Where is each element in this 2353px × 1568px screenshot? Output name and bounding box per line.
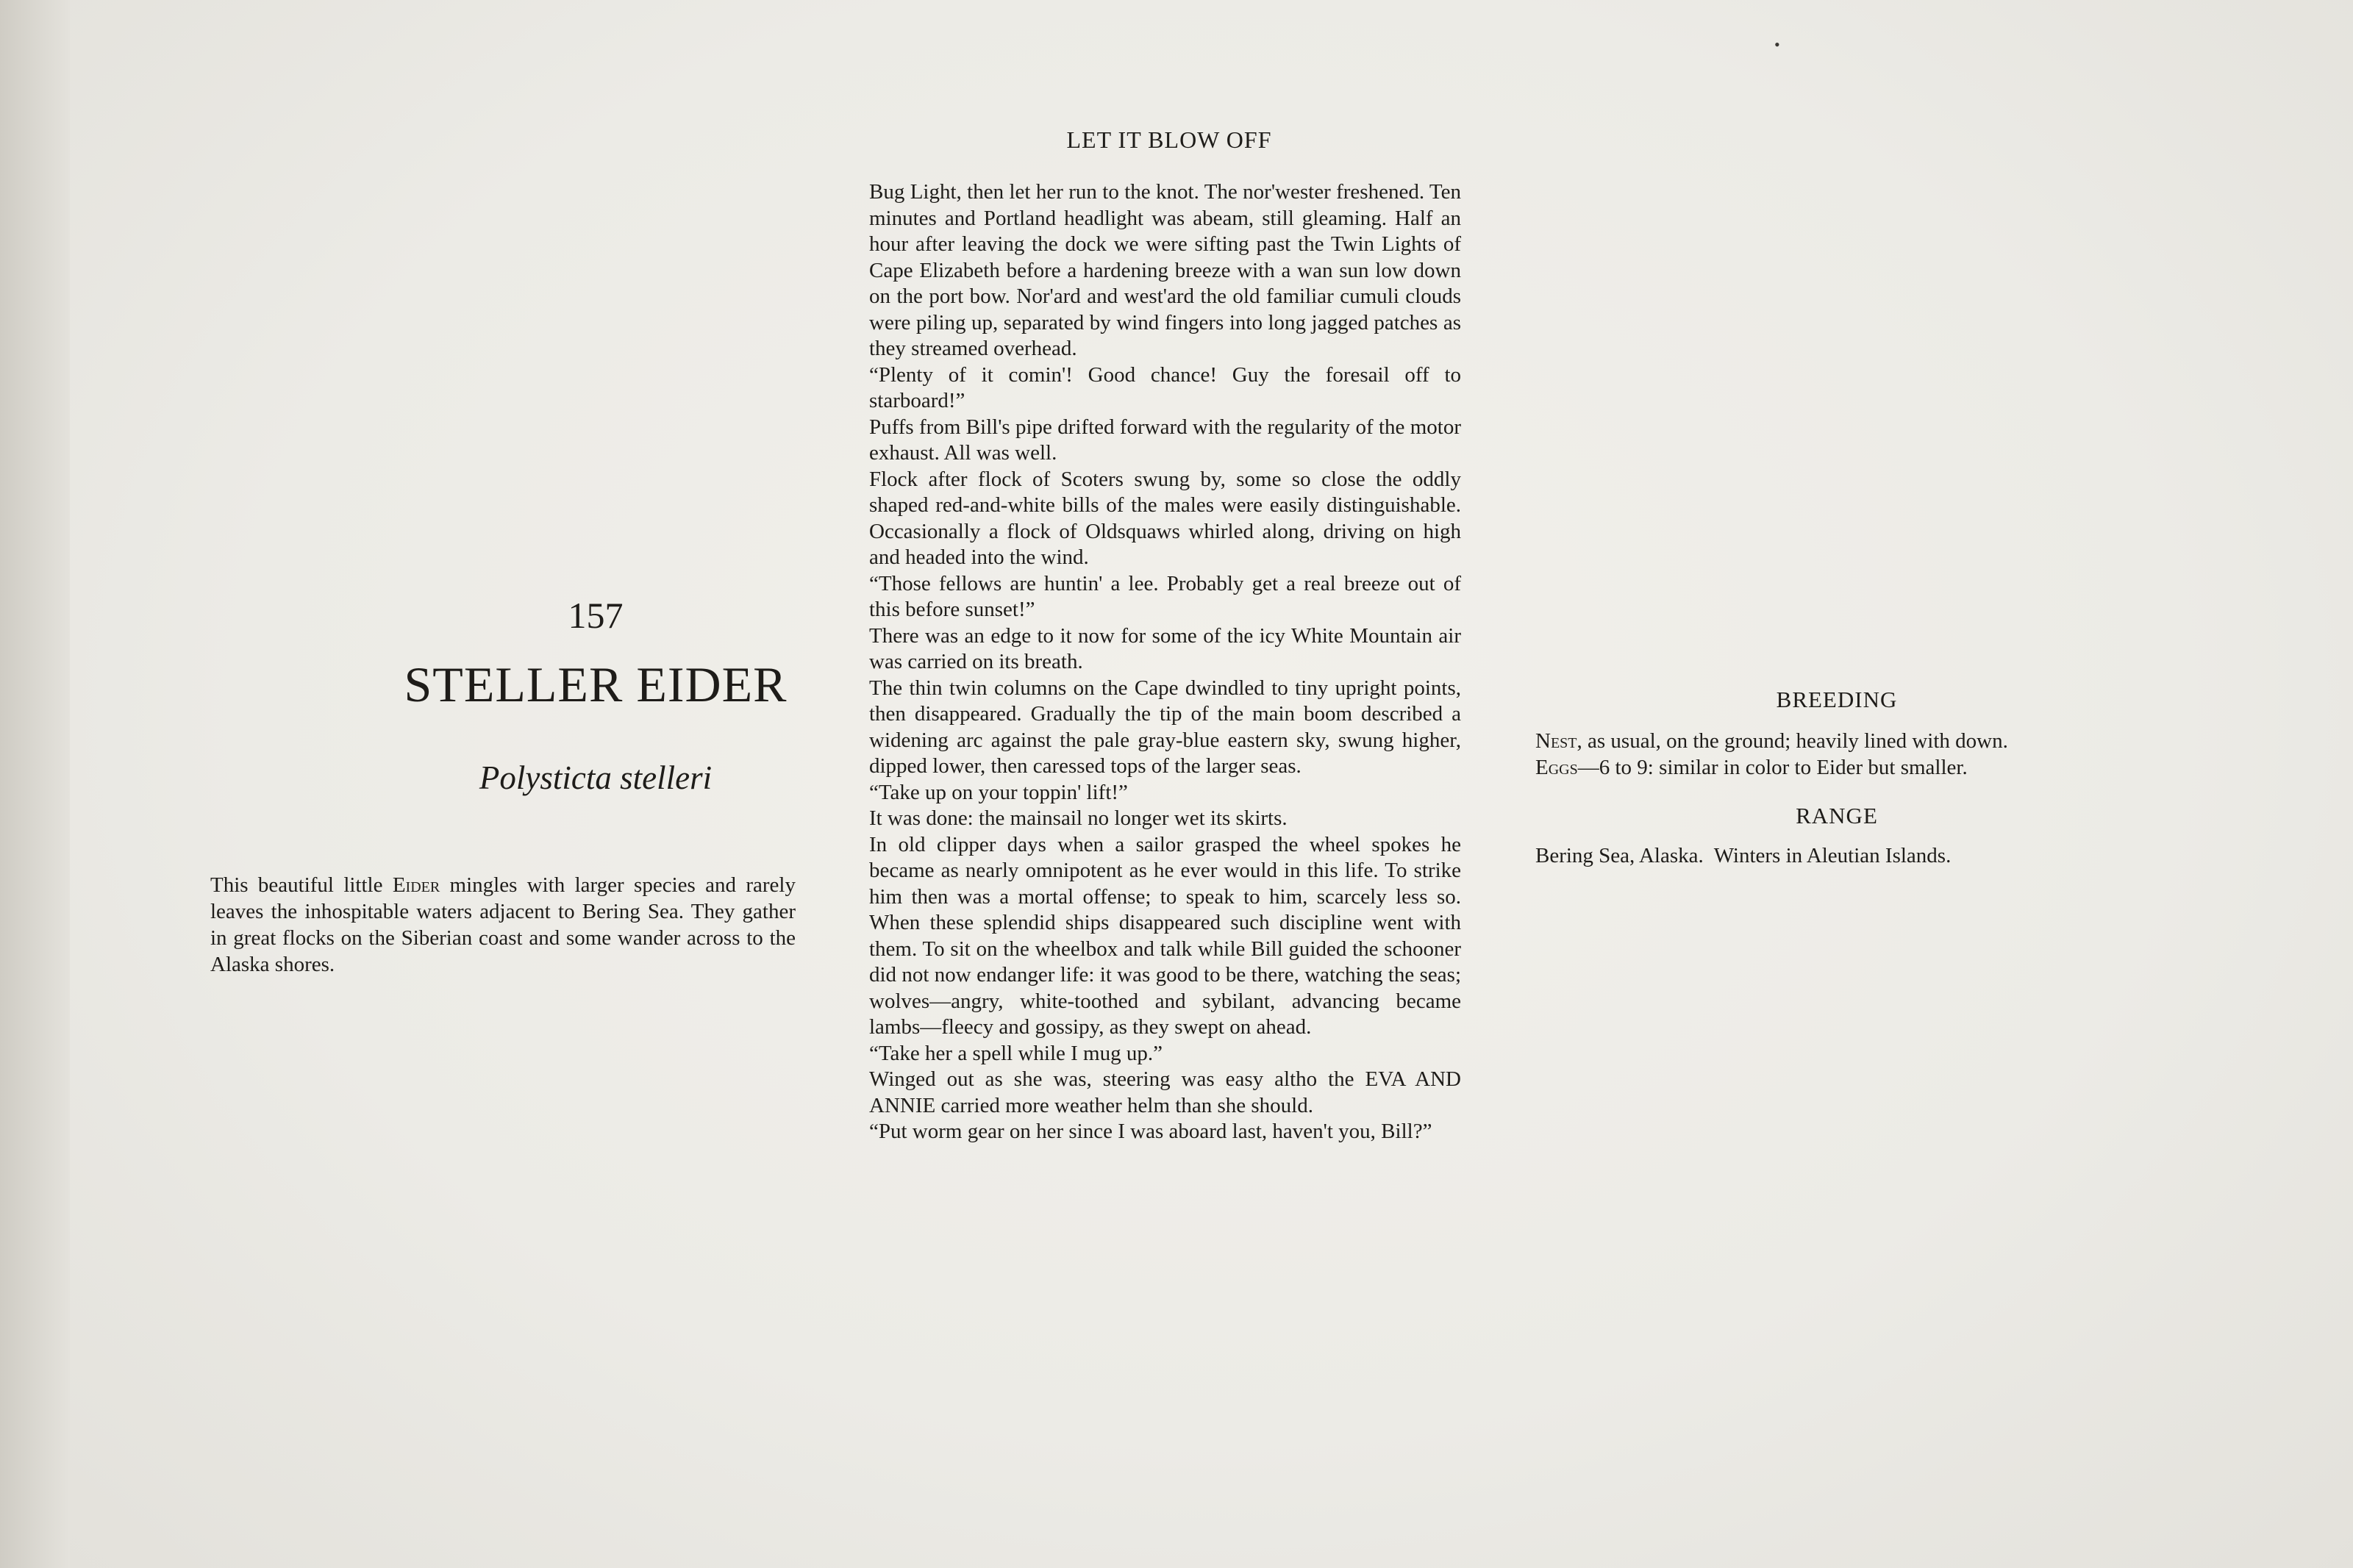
story-heading: LET IT BLOW OFF: [1066, 126, 1272, 153]
story-paragraph: Puffs from Bill's pipe drifted forward with the regularity of the motor exhaust. All was well.: [869, 415, 1461, 465]
eggs-label: Eggs: [1535, 756, 1578, 779]
description-body: mingles with larger species and rarely leaves the inhospitable waters adjacent to Bering Sea. They gather in great flocks on the Siberian coast and some wander across to the Alaska shores.: [210, 873, 796, 976]
nest-text: , as usual, on the ground; heavily lined with down.: [1577, 729, 2008, 753]
story-paragraph: Winged out as she was, steering was easy altho the EVA AND ANNIE carried more weather helm than she should.: [869, 1067, 1461, 1117]
range-heading: RANGE: [1796, 803, 1878, 828]
nest-label: Nest: [1535, 729, 1577, 753]
page-gutter: [0, 0, 70, 1568]
paper-speck: •: [1774, 35, 1780, 54]
story-paragraph: “Take up on your toppin' lift!”: [869, 780, 1128, 804]
latin-name: Polysticta stelleri: [479, 759, 713, 796]
story-paragraph: Flock after flock of Scoters swung by, some so close the oddly shaped red-and-white bills of the males were easily distinguishable. Occasionally a flock of Oldsquaws whirled along, driving on high and headed into the wind.: [869, 467, 1461, 569]
story-paragraph: “Those fellows are huntin' a lee. Probably get a real breeze out of this before sunset!”: [869, 571, 1461, 621]
story-paragraph: In old clipper days when a sailor grasped the wheel spokes he became as nearly omnipotent as he ever would in this life. To strike him then was a mortal offense; to speak to him, scarcely less so. When these splendid ships disappeared such discipline went with them. To sit on the wheelbox and talk while Bill guided the schooner did not now endanger life: it was good to be there, watching the seas; wolves—angry, white-toothed and sybilant, advancing became lambs—fleecy and gossipy, as they swept on ahead.: [869, 832, 1461, 1039]
story-paragraph: The thin twin columns on the Cape dwindled to tiny upright points, then disappeared. Gradually the tip of the main boom described a widening arc against the pale gray-blue eastern sky, swung higher, dipped lower, then caressed tops of the larger seas.: [869, 676, 1461, 778]
plate-number: 157: [568, 595, 624, 636]
story-text: [869, 179, 1461, 1145]
range-text: Bering Sea, Alaska. Winters in Aleutian Islands.: [1535, 844, 1952, 867]
eggs-line: [1535, 754, 2138, 781]
description-smallcaps: Eider: [392, 873, 440, 897]
nest-line: [1535, 728, 2138, 754]
eggs-text: —6 to 9: similar in color to Eider but smaller.: [1577, 756, 1968, 779]
story-paragraph: “Put worm gear on her since I was aboard last, haven't you, Bill?”: [869, 1120, 1432, 1143]
story-paragraph: “Plenty of it comin'! Good chance! Guy the foresail off to starboard!”: [869, 362, 1461, 412]
description-lead: This beautiful little: [210, 873, 393, 897]
story-paragraph: “Take her a spell while I mug up.”: [869, 1041, 1163, 1065]
story-paragraph: Bug Light, then let her run to the knot. The nor'wester freshened. Ten minutes and Portland headlight was abeam, still gleaming. Half an hour after leaving the dock we were sifting past the Twin Lights of Cape Elizabeth before a hardening breeze with a wan sun low down on the port bow. Nor'ard and west'ard the old familiar cumuli clouds were piling up, separated by wind fingers into long jagged patches as they streamed overhead.: [869, 180, 1461, 360]
story-paragraph: There was an edge to it now for some of the icy White Mountain air was carried on its breath.: [869, 623, 1461, 673]
breeding-text: [1535, 728, 2138, 781]
species-title: STELLER EIDER: [404, 656, 788, 712]
story-paragraph: It was done: the mainsail no longer wet its skirts.: [869, 806, 1288, 830]
breeding-heading: BREEDING: [1776, 687, 1898, 712]
species-description: [210, 872, 796, 978]
